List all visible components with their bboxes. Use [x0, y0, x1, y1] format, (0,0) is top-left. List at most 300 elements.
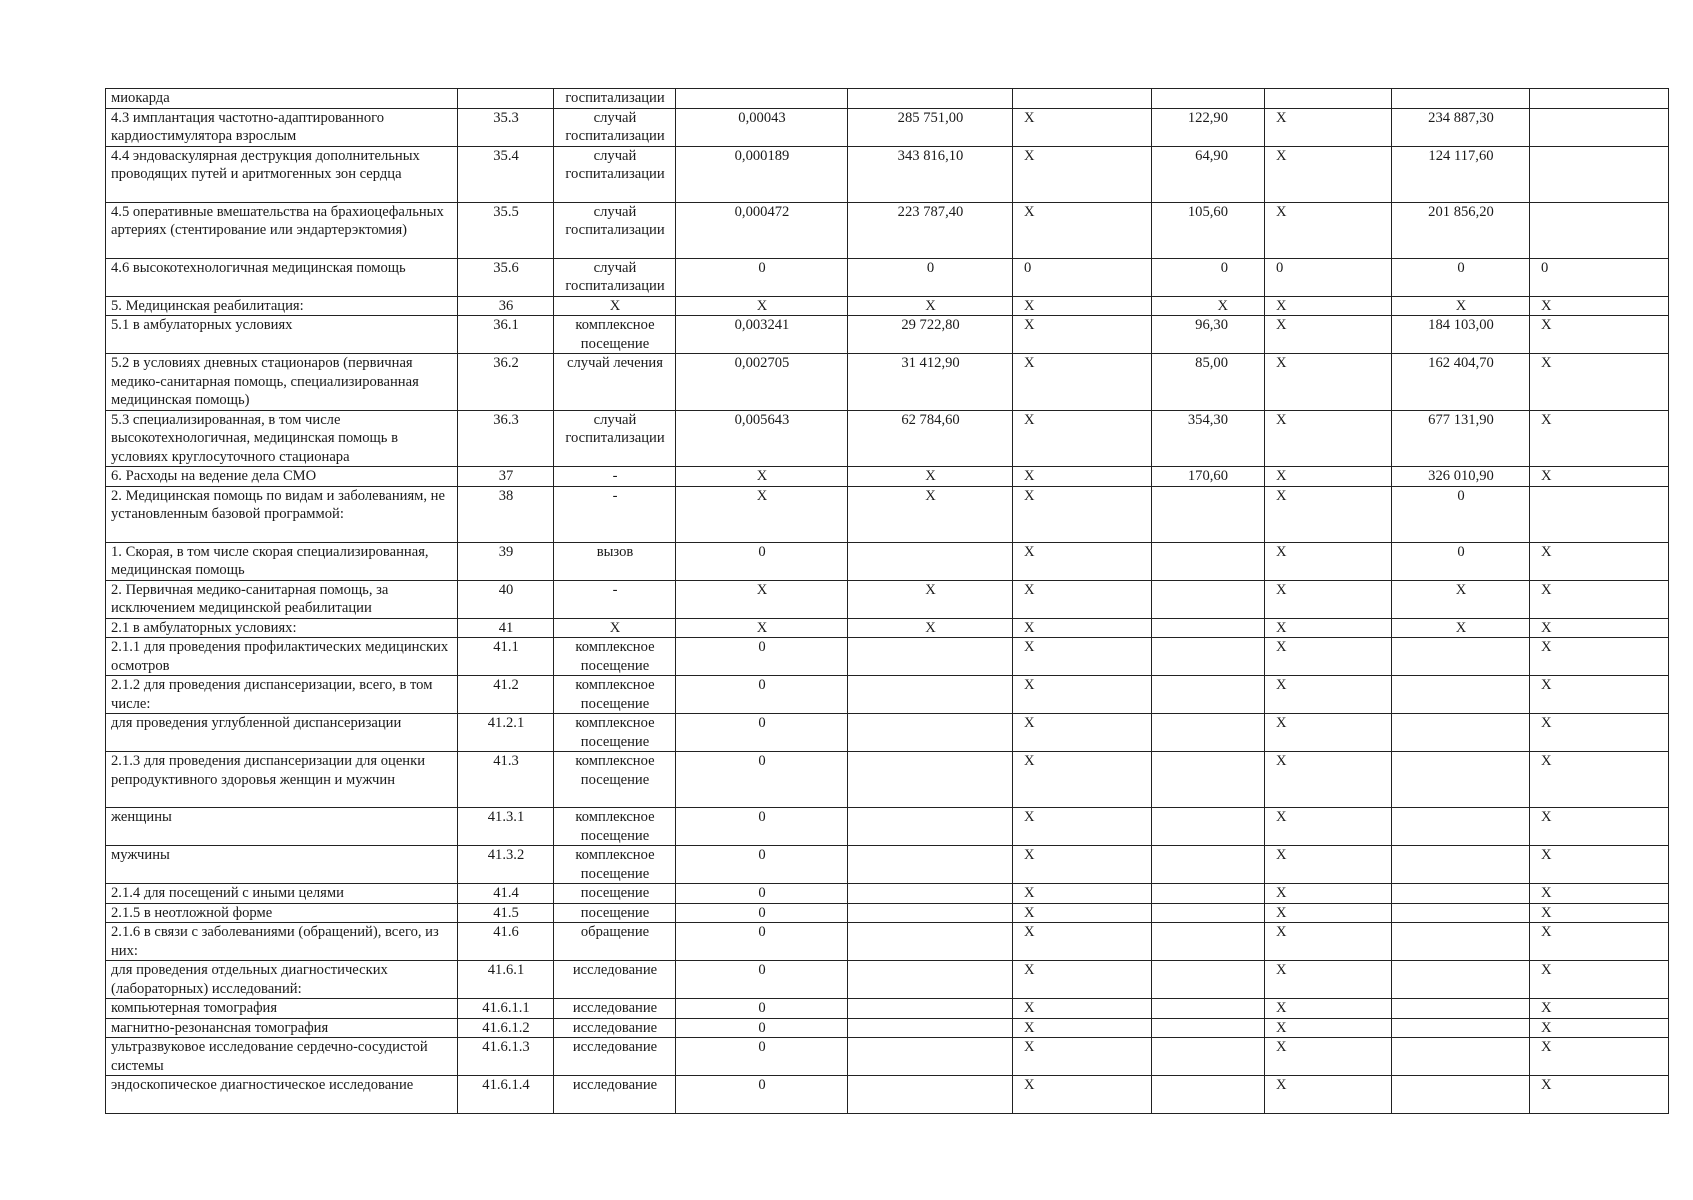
row-name: 4.5 оперативные вмешательства на брахиоцефальных артериях (стентирование или эндартерэктомия)	[106, 202, 458, 258]
row-col8: X	[1265, 884, 1392, 904]
row-col10: X	[1530, 1038, 1669, 1076]
row-col7	[1152, 618, 1265, 638]
row-col8: X	[1265, 961, 1392, 999]
row-norm: 0,000472	[676, 202, 848, 258]
row-cost-per-unit: 343 816,10	[848, 146, 1013, 202]
table-row	[106, 410, 1669, 467]
row-col7: 85,00	[1152, 354, 1265, 411]
row-col8: X	[1265, 146, 1392, 202]
row-cost-per-unit	[848, 961, 1013, 999]
row-col9	[1392, 903, 1530, 923]
row-col10: X	[1530, 676, 1669, 714]
row-col9: X	[1392, 618, 1530, 638]
table-row	[106, 923, 1669, 961]
row-col6: X	[1013, 961, 1152, 999]
row-code: 35.5	[458, 202, 554, 258]
row-cost-per-unit: X	[848, 467, 1013, 487]
row-col9	[1392, 1076, 1530, 1114]
row-cost-per-unit: 31 412,90	[848, 354, 1013, 411]
row-norm: 0	[676, 999, 848, 1019]
row-name: 4.4 эндоваскулярная деструкция дополнительных проводящих путей и аритмогенных зон сердца	[106, 146, 458, 202]
row-col9	[1392, 89, 1530, 109]
row-name: для проведения отдельных диагностических (лабораторных) исследований:	[106, 961, 458, 999]
row-col10: X	[1530, 316, 1669, 354]
row-col6: 0	[1013, 258, 1152, 296]
row-code: 35.6	[458, 258, 554, 296]
table-row	[106, 999, 1669, 1019]
row-col8: X	[1265, 316, 1392, 354]
row-cost-per-unit	[848, 676, 1013, 714]
row-col8: X	[1265, 808, 1392, 846]
row-code: 39	[458, 542, 554, 580]
row-col6: X	[1013, 1076, 1152, 1114]
row-code: 41.6.1.1	[458, 999, 554, 1019]
row-col10: X	[1530, 580, 1669, 618]
row-norm: 0	[676, 846, 848, 884]
table-row	[106, 486, 1669, 542]
row-code: 36.1	[458, 316, 554, 354]
row-unit: комплексное посещение	[554, 316, 676, 354]
row-col6: X	[1013, 1038, 1152, 1076]
row-col6: X	[1013, 296, 1152, 316]
row-col9	[1392, 1038, 1530, 1076]
row-unit: случай госпитализации	[554, 108, 676, 146]
row-col10: X	[1530, 1018, 1669, 1038]
row-name: 2.1.1 для проведения профилактических медицинских осмотров	[106, 638, 458, 676]
row-name: мужчины	[106, 846, 458, 884]
row-col6: X	[1013, 638, 1152, 676]
row-unit: исследование	[554, 1038, 676, 1076]
row-col8	[1265, 89, 1392, 109]
row-col10: X	[1530, 961, 1669, 999]
row-name: 2. Первичная медико-санитарная помощь, за исключением медицинской реабилитации	[106, 580, 458, 618]
row-norm: 0	[676, 752, 848, 808]
row-col7	[1152, 1018, 1265, 1038]
row-col7	[1152, 846, 1265, 884]
row-unit: комплексное посещение	[554, 808, 676, 846]
row-norm: 0	[676, 884, 848, 904]
row-code: 40	[458, 580, 554, 618]
row-name: 1. Скорая, в том числе скорая специализированная, медицинская помощь	[106, 542, 458, 580]
row-col8: X	[1265, 752, 1392, 808]
row-code: 36.2	[458, 354, 554, 411]
row-col7: 170,60	[1152, 467, 1265, 487]
row-cost-per-unit	[848, 923, 1013, 961]
row-unit: X	[554, 618, 676, 638]
table-row	[106, 752, 1669, 808]
row-norm: 0,002705	[676, 354, 848, 411]
row-cost-per-unit: 29 722,80	[848, 316, 1013, 354]
row-norm: X	[676, 467, 848, 487]
row-cost-per-unit	[848, 903, 1013, 923]
row-norm: 0,00043	[676, 108, 848, 146]
row-code: 41.3	[458, 752, 554, 808]
row-name: 5. Медицинская реабилитация:	[106, 296, 458, 316]
row-name: эндоскопическое диагностическое исследование	[106, 1076, 458, 1114]
row-col10: X	[1530, 296, 1669, 316]
row-norm: 0	[676, 1018, 848, 1038]
table-row	[106, 638, 1669, 676]
row-col8: X	[1265, 1038, 1392, 1076]
row-norm: 0,005643	[676, 410, 848, 467]
row-col7	[1152, 808, 1265, 846]
row-col7	[1152, 752, 1265, 808]
row-col8: X	[1265, 923, 1392, 961]
row-col6: X	[1013, 618, 1152, 638]
row-cost-per-unit	[848, 542, 1013, 580]
row-norm: 0,000189	[676, 146, 848, 202]
row-col7	[1152, 89, 1265, 109]
row-col9	[1392, 1018, 1530, 1038]
row-col8: X	[1265, 202, 1392, 258]
table-row	[106, 89, 1669, 109]
row-col9: 677 131,90	[1392, 410, 1530, 467]
row-col6: X	[1013, 486, 1152, 542]
row-col10: X	[1530, 618, 1669, 638]
row-col8: X	[1265, 846, 1392, 884]
row-norm: 0	[676, 808, 848, 846]
row-col7: X	[1152, 296, 1265, 316]
row-code: 35.4	[458, 146, 554, 202]
row-col10	[1530, 202, 1669, 258]
table-row	[106, 542, 1669, 580]
row-col7	[1152, 542, 1265, 580]
row-col9: 234 887,30	[1392, 108, 1530, 146]
row-norm: 0	[676, 923, 848, 961]
row-col10: X	[1530, 638, 1669, 676]
row-norm: 0	[676, 714, 848, 752]
row-col6: X	[1013, 467, 1152, 487]
row-col10	[1530, 108, 1669, 146]
row-col6: X	[1013, 316, 1152, 354]
row-cost-per-unit: 223 787,40	[848, 202, 1013, 258]
row-col6: X	[1013, 202, 1152, 258]
table-body	[106, 89, 1669, 1114]
row-col6	[1013, 89, 1152, 109]
row-name: 2.1.6 в связи с заболеваниями (обращений), всего, из них:	[106, 923, 458, 961]
row-col8: X	[1265, 618, 1392, 638]
row-code: 41.3.1	[458, 808, 554, 846]
row-name: женщины	[106, 808, 458, 846]
row-col6: X	[1013, 903, 1152, 923]
row-unit: исследование	[554, 1018, 676, 1038]
row-col8: X	[1265, 1076, 1392, 1114]
table-row	[106, 808, 1669, 846]
row-unit: -	[554, 486, 676, 542]
row-code: 41.5	[458, 903, 554, 923]
row-col9: 201 856,20	[1392, 202, 1530, 258]
table-row	[106, 354, 1669, 411]
row-unit: X	[554, 296, 676, 316]
row-col10: X	[1530, 884, 1669, 904]
row-col7	[1152, 1038, 1265, 1076]
row-cost-per-unit	[848, 89, 1013, 109]
row-col7	[1152, 580, 1265, 618]
table-row	[106, 1018, 1669, 1038]
row-norm: 0,003241	[676, 316, 848, 354]
row-norm	[676, 89, 848, 109]
row-col9: 184 103,00	[1392, 316, 1530, 354]
row-col8: X	[1265, 410, 1392, 467]
row-code: 36.3	[458, 410, 554, 467]
row-unit: комплексное посещение	[554, 846, 676, 884]
row-cost-per-unit: 0	[848, 258, 1013, 296]
row-code: 41.1	[458, 638, 554, 676]
table-row	[106, 108, 1669, 146]
row-unit: вызов	[554, 542, 676, 580]
row-col8: X	[1265, 714, 1392, 752]
row-norm: 0	[676, 1076, 848, 1114]
row-col7	[1152, 961, 1265, 999]
row-norm: 0	[676, 903, 848, 923]
row-col10: X	[1530, 923, 1669, 961]
row-col8: X	[1265, 580, 1392, 618]
row-col10	[1530, 486, 1669, 542]
row-col8: X	[1265, 296, 1392, 316]
row-unit: госпитализации	[554, 89, 676, 109]
row-col6: X	[1013, 542, 1152, 580]
row-cost-per-unit	[848, 752, 1013, 808]
row-cost-per-unit	[848, 884, 1013, 904]
row-col7: 122,90	[1152, 108, 1265, 146]
row-name: 6. Расходы на ведение дела СМО	[106, 467, 458, 487]
row-unit: исследование	[554, 961, 676, 999]
row-code: 41.6.1.2	[458, 1018, 554, 1038]
row-col9	[1392, 846, 1530, 884]
row-col9	[1392, 676, 1530, 714]
row-col9: 162 404,70	[1392, 354, 1530, 411]
row-name: 2.1.4 для посещений с иными целями	[106, 884, 458, 904]
row-cost-per-unit	[848, 999, 1013, 1019]
table-row	[106, 146, 1669, 202]
row-name: магнитно-резонансная томография	[106, 1018, 458, 1038]
row-col10: X	[1530, 846, 1669, 884]
row-col9	[1392, 999, 1530, 1019]
row-col10	[1530, 89, 1669, 109]
row-unit: комплексное посещение	[554, 752, 676, 808]
row-col10: X	[1530, 999, 1669, 1019]
row-col7: 105,60	[1152, 202, 1265, 258]
row-name: 5.1 в амбулаторных условиях	[106, 316, 458, 354]
row-name: 2. Медицинская помощь по видам и заболеваниям, не установленным базовой программой:	[106, 486, 458, 542]
row-cost-per-unit: X	[848, 486, 1013, 542]
table-row	[106, 258, 1669, 296]
row-name: 4.6 высокотехнологичная медицинская помощь	[106, 258, 458, 296]
row-norm: 0	[676, 542, 848, 580]
row-col7	[1152, 714, 1265, 752]
row-norm: X	[676, 580, 848, 618]
row-cost-per-unit	[848, 1018, 1013, 1038]
table-row	[106, 884, 1669, 904]
row-unit: комплексное посещение	[554, 714, 676, 752]
row-code: 41.4	[458, 884, 554, 904]
row-cost-per-unit	[848, 1038, 1013, 1076]
row-col9	[1392, 884, 1530, 904]
row-unit: комплексное посещение	[554, 638, 676, 676]
row-code: 41.6.1.3	[458, 1038, 554, 1076]
row-col9: 0	[1392, 542, 1530, 580]
row-col9	[1392, 714, 1530, 752]
row-col10: X	[1530, 542, 1669, 580]
row-col6: X	[1013, 714, 1152, 752]
row-unit: обращение	[554, 923, 676, 961]
row-name: ультразвуковое исследование сердечно-сосудистой системы	[106, 1038, 458, 1076]
row-col9: X	[1392, 580, 1530, 618]
row-col8: X	[1265, 467, 1392, 487]
row-code: 41	[458, 618, 554, 638]
row-col7: 0	[1152, 258, 1265, 296]
row-norm: 0	[676, 961, 848, 999]
row-col7	[1152, 1076, 1265, 1114]
row-col6: X	[1013, 108, 1152, 146]
table-row	[106, 580, 1669, 618]
table-row	[106, 618, 1669, 638]
row-norm: X	[676, 486, 848, 542]
row-unit: -	[554, 467, 676, 487]
row-cost-per-unit: X	[848, 296, 1013, 316]
row-unit: посещение	[554, 903, 676, 923]
table-row	[106, 316, 1669, 354]
table-row	[106, 467, 1669, 487]
row-col9: 0	[1392, 258, 1530, 296]
row-name: 2.1.2 для проведения диспансеризации, всего, в том числе:	[106, 676, 458, 714]
row-norm: 0	[676, 258, 848, 296]
row-col6: X	[1013, 999, 1152, 1019]
row-code: 41.3.2	[458, 846, 554, 884]
row-col6: X	[1013, 884, 1152, 904]
table-row	[106, 1038, 1669, 1076]
row-col9	[1392, 752, 1530, 808]
row-norm: X	[676, 618, 848, 638]
row-unit: случай лечения	[554, 354, 676, 411]
row-col9	[1392, 808, 1530, 846]
row-name: 5.3 специализированная, в том числе высокотехнологичная, медицинская помощь в условиях круглосуточного стационара	[106, 410, 458, 467]
row-col9	[1392, 961, 1530, 999]
row-cost-per-unit	[848, 638, 1013, 676]
row-col10: X	[1530, 752, 1669, 808]
row-name: для проведения углубленной диспансеризации	[106, 714, 458, 752]
table-row	[106, 846, 1669, 884]
table-row	[106, 296, 1669, 316]
row-cost-per-unit	[848, 808, 1013, 846]
row-col6: X	[1013, 146, 1152, 202]
row-col10: X	[1530, 467, 1669, 487]
row-name: 2.1 в амбулаторных условиях:	[106, 618, 458, 638]
table-row	[106, 714, 1669, 752]
row-unit: случай госпитализации	[554, 258, 676, 296]
row-unit: случай госпитализации	[554, 146, 676, 202]
row-col6: X	[1013, 846, 1152, 884]
row-code: 41.6.1.4	[458, 1076, 554, 1114]
row-code	[458, 89, 554, 109]
row-col9	[1392, 923, 1530, 961]
row-col6: X	[1013, 1018, 1152, 1038]
table-row	[106, 961, 1669, 999]
row-col6: X	[1013, 580, 1152, 618]
row-col9: X	[1392, 296, 1530, 316]
row-name: компьютерная томография	[106, 999, 458, 1019]
row-col6: X	[1013, 354, 1152, 411]
row-col7	[1152, 999, 1265, 1019]
row-col8: X	[1265, 676, 1392, 714]
row-unit: исследование	[554, 1076, 676, 1114]
row-col8: X	[1265, 903, 1392, 923]
row-col8: X	[1265, 999, 1392, 1019]
row-code: 36	[458, 296, 554, 316]
row-col9: 0	[1392, 486, 1530, 542]
row-col7	[1152, 676, 1265, 714]
row-col10: X	[1530, 1076, 1669, 1114]
row-cost-per-unit: 62 784,60	[848, 410, 1013, 467]
row-col9: 124 117,60	[1392, 146, 1530, 202]
row-code: 38	[458, 486, 554, 542]
row-col10: X	[1530, 410, 1669, 467]
row-cost-per-unit	[848, 1076, 1013, 1114]
row-col7	[1152, 903, 1265, 923]
row-norm: 0	[676, 676, 848, 714]
row-unit: случай госпитализации	[554, 410, 676, 467]
row-norm: 0	[676, 1038, 848, 1076]
row-cost-per-unit	[848, 714, 1013, 752]
row-col7: 354,30	[1152, 410, 1265, 467]
table-row	[106, 202, 1669, 258]
row-col10: X	[1530, 808, 1669, 846]
row-col8: X	[1265, 638, 1392, 676]
row-cost-per-unit	[848, 846, 1013, 884]
row-col7: 64,90	[1152, 146, 1265, 202]
row-code: 35.3	[458, 108, 554, 146]
row-col7: 96,30	[1152, 316, 1265, 354]
row-col10: 0	[1530, 258, 1669, 296]
row-col10: X	[1530, 903, 1669, 923]
row-code: 41.2	[458, 676, 554, 714]
row-col6: X	[1013, 808, 1152, 846]
row-col6: X	[1013, 676, 1152, 714]
row-col8: X	[1265, 108, 1392, 146]
row-col9: 326 010,90	[1392, 467, 1530, 487]
row-col6: X	[1013, 923, 1152, 961]
row-code: 41.6.1	[458, 961, 554, 999]
row-norm: X	[676, 296, 848, 316]
row-name: миокарда	[106, 89, 458, 109]
row-name: 5.2 в условиях дневных стационаров (первичная медико-санитарная помощь, специализированная медицинская помощь)	[106, 354, 458, 411]
row-col9	[1392, 638, 1530, 676]
row-col8: 0	[1265, 258, 1392, 296]
row-col7	[1152, 884, 1265, 904]
tariff-table	[105, 88, 1669, 1114]
row-unit: исследование	[554, 999, 676, 1019]
row-col8: X	[1265, 354, 1392, 411]
row-code: 37	[458, 467, 554, 487]
row-col10: X	[1530, 714, 1669, 752]
row-cost-per-unit: X	[848, 580, 1013, 618]
row-col7	[1152, 923, 1265, 961]
row-col6: X	[1013, 410, 1152, 467]
row-norm: 0	[676, 638, 848, 676]
row-col7	[1152, 638, 1265, 676]
row-unit: посещение	[554, 884, 676, 904]
row-unit: -	[554, 580, 676, 618]
table-row	[106, 1076, 1669, 1114]
row-col8: X	[1265, 542, 1392, 580]
table-row	[106, 903, 1669, 923]
row-unit: комплексное посещение	[554, 676, 676, 714]
row-code: 41.6	[458, 923, 554, 961]
row-col8: X	[1265, 1018, 1392, 1038]
row-name: 2.1.5 в неотложной форме	[106, 903, 458, 923]
row-name: 2.1.3 для проведения диспансеризации для оценки репродуктивного здоровья женщин и мужчин	[106, 752, 458, 808]
row-col10: X	[1530, 354, 1669, 411]
